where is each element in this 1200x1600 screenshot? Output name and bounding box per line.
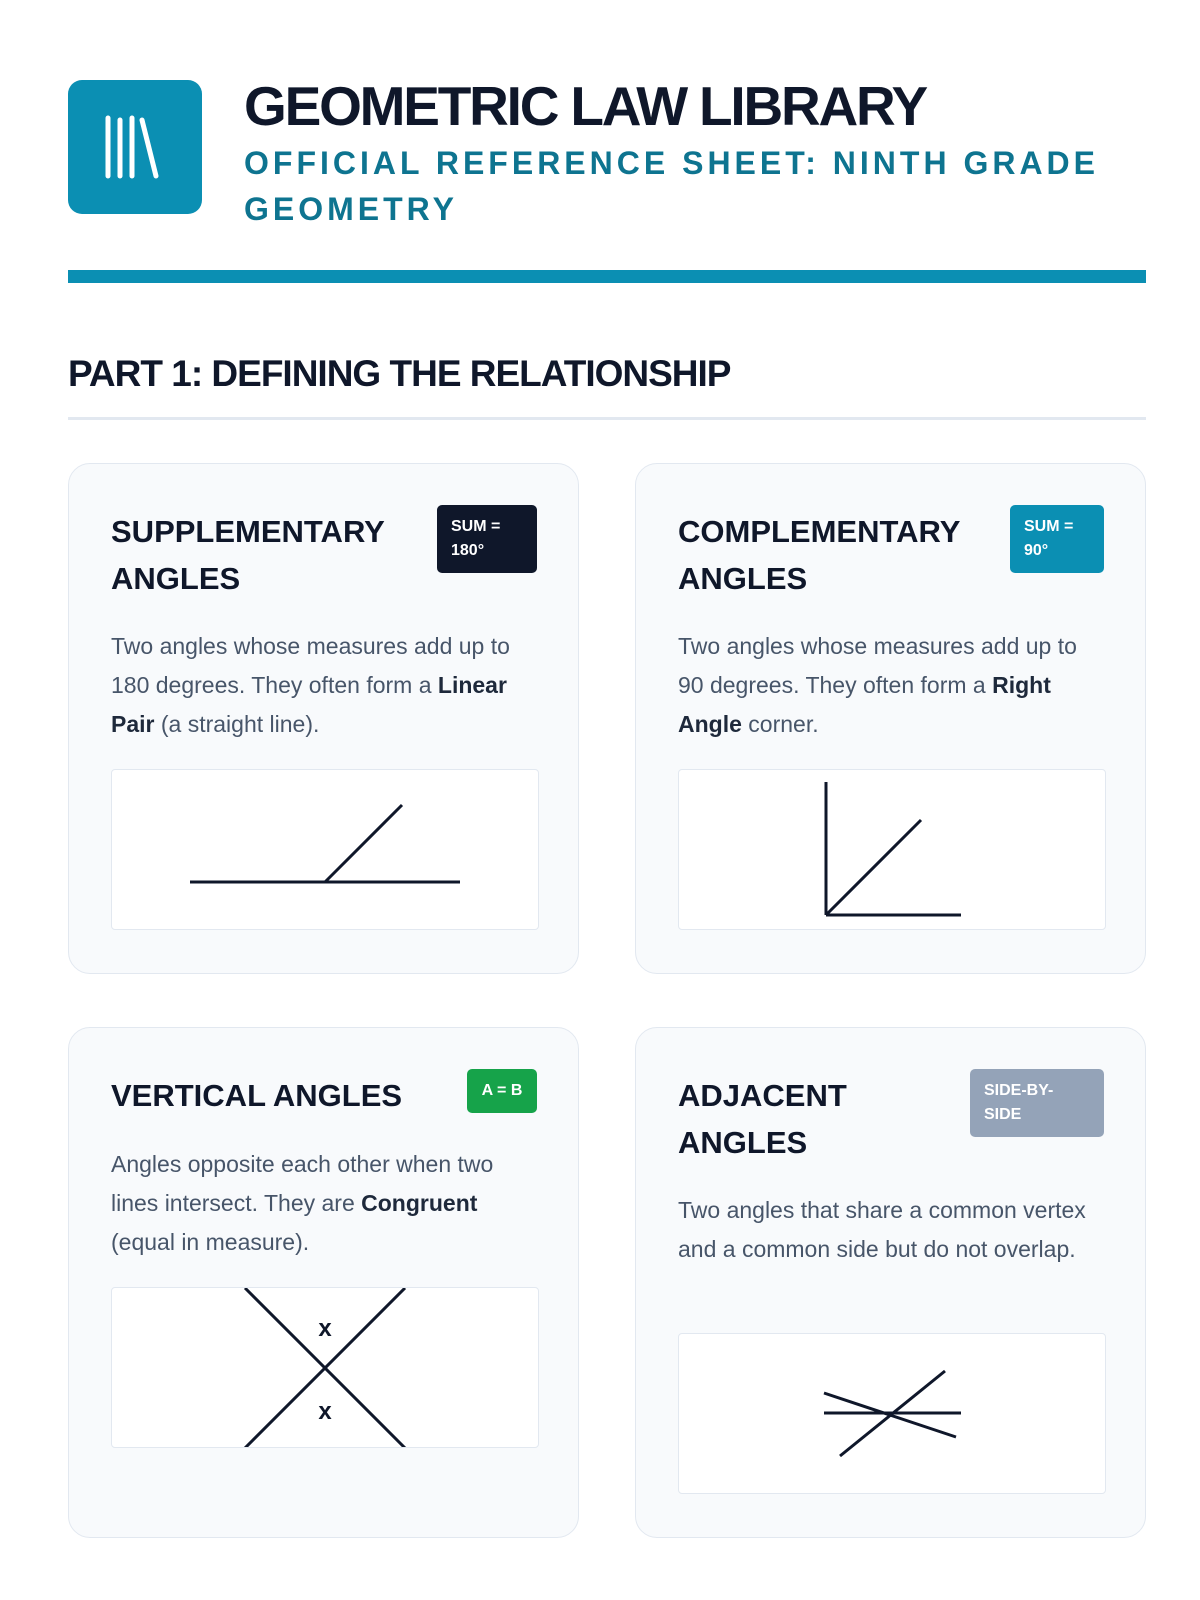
card-description: Two angles that share a common vertex and a common side but do not overlap. — [678, 1197, 1086, 1262]
sum-180-badge: SUM = 180° — [437, 505, 537, 573]
card-description: Two angles whose measures add up to 180 degrees. They often form a Linear Pair (a straight line). — [111, 633, 510, 737]
right-angle-diagram — [678, 769, 1106, 930]
vertical-angles-diagram — [111, 1287, 539, 1448]
card-complementary-angles — [635, 463, 1146, 974]
side-by-side-badge: SIDE-BY-SIDE — [970, 1069, 1104, 1137]
header-divider — [68, 270, 1146, 283]
a-equals-b-badge: A = B — [467, 1069, 537, 1113]
linear-pair-term: Linear Pair — [111, 672, 507, 737]
page-subtitle: OFFICIAL REFERENCE SHEET: NINTH GRADE GEOMETRY — [244, 145, 1099, 227]
angle-label-bottom: x — [318, 1398, 332, 1425]
card-adjacent-angles — [635, 1027, 1146, 1538]
card-title: ADJACENT ANGLES — [678, 1078, 847, 1160]
card-vertical-angles — [68, 1027, 579, 1538]
section-title: PART 1: DEFINING THE RELATIONSHIP — [68, 353, 731, 394]
adjacent-angles-diagram — [678, 1333, 1106, 1494]
page-header — [68, 75, 1146, 227]
congruent-term: Congruent — [361, 1190, 478, 1216]
sum-90-badge: SUM = 90° — [1010, 505, 1104, 573]
angle-label-top: x — [318, 1315, 332, 1342]
card-title: SUPPLEMENTARY ANGLES — [111, 514, 385, 596]
linear-pair-diagram — [111, 769, 539, 930]
card-title: VERTICAL ANGLES — [111, 1078, 403, 1113]
page-title: GEOMETRIC LAW LIBRARY — [244, 75, 927, 137]
library-books-icon — [68, 80, 202, 214]
card-title: COMPLEMENTARY ANGLES — [678, 514, 960, 596]
right-angle-term: Right Angle — [678, 672, 1051, 737]
card-description: Angles opposite each other when two lines intersect. They are Congruent (equal in measure). — [111, 1151, 494, 1255]
card-description: Two angles whose measures add up to 90 degrees. They often form a Right Angle corner. — [678, 633, 1077, 737]
card-supplementary-angles — [68, 463, 579, 974]
section-divider — [68, 417, 1146, 420]
